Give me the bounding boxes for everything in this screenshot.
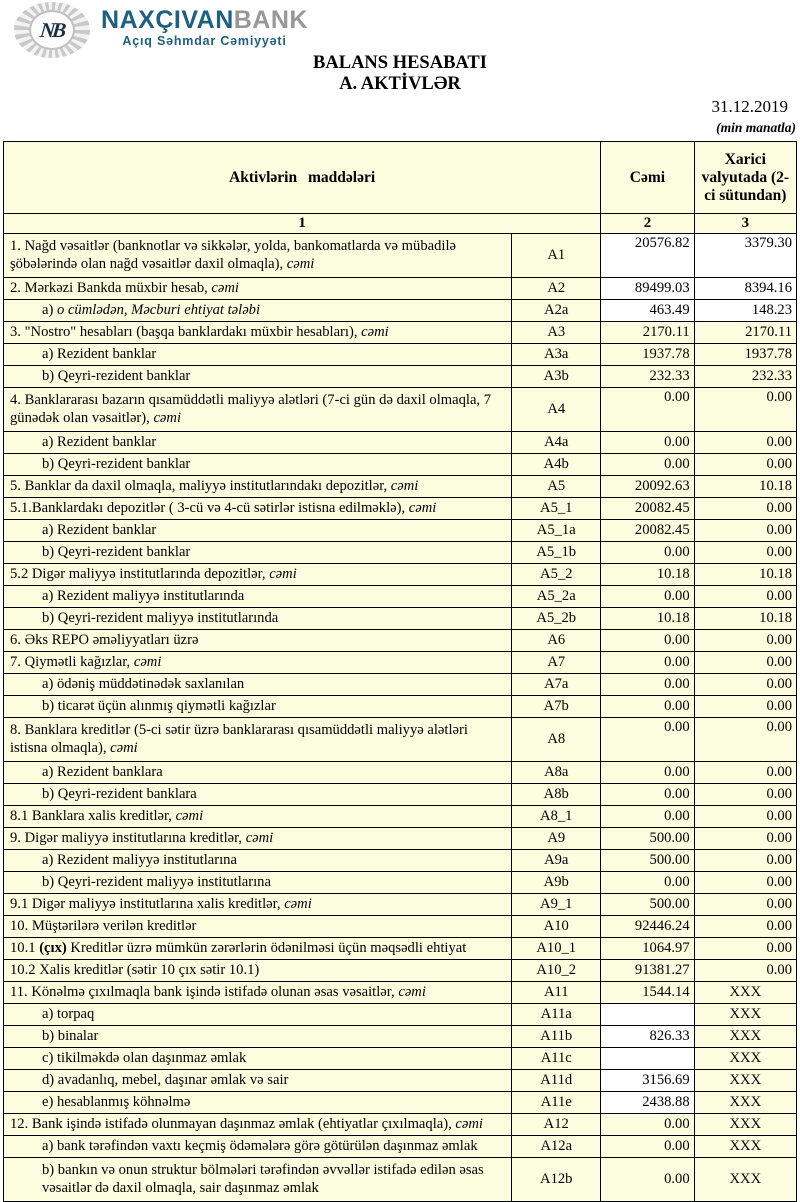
row-label: a) Rezident banklar [4, 344, 512, 366]
table-row [4, 1158, 797, 1202]
row-foreign-value: 0.00 [694, 520, 796, 542]
row-label: 7. Qiymətli kağızlar, cəmi [4, 652, 512, 674]
row-foreign-value: XXX [694, 1004, 796, 1026]
table-row [4, 982, 797, 1004]
row-code: A5_2 [512, 564, 601, 586]
row-foreign-value: 1937.78 [694, 344, 796, 366]
row-code: A5_1a [512, 520, 601, 542]
bank-logo [14, 2, 92, 60]
row-foreign-value: 0.00 [694, 872, 796, 894]
row-code: A7a [512, 674, 601, 696]
row-total-value: 0.00 [601, 718, 694, 762]
table-row [4, 850, 797, 872]
row-foreign-value: 0.00 [694, 894, 796, 916]
document-title-line1: BALANS HESABATI [313, 53, 487, 73]
bank-name-secondary: BANK [233, 6, 308, 34]
row-label: a) Rezident maliyyə institutlarında [4, 586, 512, 608]
row-total-value: 89499.03 [601, 278, 694, 300]
row-total-value: 500.00 [601, 894, 694, 916]
row-total-value: 0.00 [601, 652, 694, 674]
table-row [4, 784, 797, 806]
row-total-value: 0.00 [601, 586, 694, 608]
row-code: A12b [512, 1158, 601, 1202]
row-foreign-value: 0.00 [694, 652, 796, 674]
row-total-value: 826.33 [601, 1026, 694, 1048]
row-code: A11c [512, 1048, 601, 1070]
row-foreign-value: XXX [694, 1092, 796, 1114]
table-row [4, 1004, 797, 1026]
table-row [4, 432, 797, 454]
table-row [4, 388, 797, 432]
row-code: A8a [512, 762, 601, 784]
row-total-value: 0.00 [601, 1114, 694, 1136]
row-code: A11d [512, 1070, 601, 1092]
table-row [4, 696, 797, 718]
row-total-value: 2170.11 [601, 322, 694, 344]
row-foreign-value: 0.00 [694, 542, 796, 564]
row-code: A5_2b [512, 608, 601, 630]
row-foreign-value: 0.00 [694, 762, 796, 784]
table-row [4, 542, 797, 564]
table-row [4, 300, 797, 322]
row-label: b) Qeyri-rezident maliyyə institutlarına [4, 872, 512, 894]
row-label: a) Rezident banklar [4, 432, 512, 454]
row-foreign-value: 2170.11 [694, 322, 796, 344]
row-foreign-value: XXX [694, 1114, 796, 1136]
table-row [4, 498, 797, 520]
table-row [4, 1070, 797, 1092]
logo-monogram: NB [39, 17, 65, 42]
row-code: A4 [512, 388, 601, 432]
row-foreign-value: 0.00 [694, 674, 796, 696]
row-label: 4. Banklararası bazarın qısamüddətli maliyyə alətləri (7-ci gün də daxil olmaqla, 7 günədək olan vəsaitlər), cəmi [4, 388, 512, 432]
row-total-value: 0.00 [601, 806, 694, 828]
row-label: e) hesablanmış köhnəlmə [4, 1092, 512, 1114]
table-row [4, 674, 797, 696]
row-code: A2a [512, 300, 601, 322]
table-row [4, 564, 797, 586]
row-code: A8b [512, 784, 601, 806]
row-label: b) Qeyri-rezident banklar [4, 366, 512, 388]
row-foreign-value: 0.00 [694, 916, 796, 938]
row-code: A10_2 [512, 960, 601, 982]
row-total-value: 1064.97 [601, 938, 694, 960]
row-total-value: 1937.78 [601, 344, 694, 366]
table-row [4, 872, 797, 894]
header-foreign: Xarici valyutada (2-ci sütundan) [694, 142, 796, 214]
table-row [4, 366, 797, 388]
row-code: A4b [512, 454, 601, 476]
row-label: a) bank tərəfindən vaxtı keçmiş ödəmələrə görə götürülən daşınmaz əmlak [4, 1136, 512, 1158]
row-code: A9b [512, 872, 601, 894]
row-label: a) Rezident banklara [4, 762, 512, 784]
row-total-value: 20092.63 [601, 476, 694, 498]
logo-inner-circle [29, 10, 75, 50]
table-row [4, 1048, 797, 1070]
row-code: A4a [512, 432, 601, 454]
row-label: a) torpaq [4, 1004, 512, 1026]
row-foreign-value: 0.00 [694, 586, 796, 608]
row-total-value: 1544.14 [601, 982, 694, 1004]
row-total-value: 0.00 [601, 542, 694, 564]
row-label: a) Rezident banklar [4, 520, 512, 542]
row-total-value [601, 1004, 694, 1026]
table-row [4, 806, 797, 828]
row-total-value: 3156.69 [601, 1070, 694, 1092]
row-code: A7 [512, 652, 601, 674]
row-label: 5.1.Banklardakı depozitlər ( 3-cü və 4-cü sətirlər istisna edilməklə), cəmi [4, 498, 512, 520]
row-foreign-value: 0.00 [694, 718, 796, 762]
column-index-row [4, 214, 797, 234]
row-code: A9 [512, 828, 601, 850]
row-label: 5.2 Digər maliyyə institutlarında depozitlər, cəmi [4, 564, 512, 586]
row-total-value: 500.00 [601, 850, 694, 872]
row-total-value: 0.00 [601, 872, 694, 894]
table-row [4, 234, 797, 278]
unit-note: (min manatla) [716, 120, 796, 135]
index-items: 1 [4, 214, 601, 234]
row-code: A5 [512, 476, 601, 498]
table-row [4, 762, 797, 784]
row-code: A10_1 [512, 938, 601, 960]
row-total-value: 91381.27 [601, 960, 694, 982]
row-total-value: 0.00 [601, 1136, 694, 1158]
row-foreign-value: 0.00 [694, 388, 796, 432]
report-date: 31.12.2019 [711, 97, 788, 116]
row-total-value: 0.00 [601, 388, 694, 432]
row-label: 5. Banklar da daxil olmaqla, maliyyə institutlarındakı depozitlər, cəmi [4, 476, 512, 498]
row-label: a) ödəniş müddətinədək saxlanılan [4, 674, 512, 696]
row-label: 1. Nağd vəsaitlər (banknotlar və sikkələr, yolda, bankomatlarda və mübadilə şöbələrində olan nağd vəsaitlər daxil olmaqla), cəmi [4, 234, 512, 278]
row-foreign-value: 0.00 [694, 938, 796, 960]
row-total-value: 0.00 [601, 784, 694, 806]
row-label: b) Qeyri-rezident banklar [4, 454, 512, 476]
row-label: 8. Banklara kreditlər (5-ci sətir üzrə banklararası qısamüddətli maliyyə alətləri istisna olmaqla), cəmi [4, 718, 512, 762]
bank-name-primary: NAXÇIVAN [101, 6, 234, 34]
row-label: 8.1 Banklara xalis kreditlər, cəmi [4, 806, 512, 828]
row-label: 2. Mərkəzi Bankda müxbir hesab, cəmi [4, 278, 512, 300]
row-code: A1 [512, 234, 601, 278]
row-foreign-value: 0.00 [694, 784, 796, 806]
row-code: A9_1 [512, 894, 601, 916]
row-label: b) binalar [4, 1026, 512, 1048]
row-code: A2 [512, 278, 601, 300]
row-total-value: 0.00 [601, 630, 694, 652]
row-code: A11 [512, 982, 601, 1004]
row-label: 9.1 Digər maliyyə institutlarına xalis kreditlər, cəmi [4, 894, 512, 916]
table-row [4, 322, 797, 344]
table-row [4, 1114, 797, 1136]
row-code: A3a [512, 344, 601, 366]
row-foreign-value: 10.18 [694, 608, 796, 630]
table-row [4, 630, 797, 652]
table-row [4, 278, 797, 300]
document-title-line2: A. AKTİVLƏR [339, 74, 461, 94]
row-label: d) avadanlıq, mebel, daşınar əmlak və sair [4, 1070, 512, 1092]
row-foreign-value: 0.00 [694, 806, 796, 828]
table-row [4, 652, 797, 674]
row-foreign-value: 0.00 [694, 850, 796, 872]
row-label: b) Qeyri-rezident banklara [4, 784, 512, 806]
row-total-value: 232.33 [601, 366, 694, 388]
row-label: 3. "Nostro" hesabları (başqa banklardakı müxbir hesabları), cəmi [4, 322, 512, 344]
row-total-value: 500.00 [601, 828, 694, 850]
row-code: A12 [512, 1114, 601, 1136]
row-foreign-value: 8394.16 [694, 278, 796, 300]
table-row [4, 344, 797, 366]
table-row [4, 454, 797, 476]
bank-wordmark [97, 8, 312, 48]
row-code: A6 [512, 630, 601, 652]
row-total-value [601, 1048, 694, 1070]
row-foreign-value: 3379.30 [694, 234, 796, 278]
table-row [4, 1092, 797, 1114]
row-foreign-value: 0.00 [694, 432, 796, 454]
row-foreign-value: XXX [694, 1136, 796, 1158]
row-code: A5_1 [512, 498, 601, 520]
index-foreign: 3 [694, 214, 796, 234]
row-total-value: 92446.24 [601, 916, 694, 938]
row-total-value: 20576.82 [601, 234, 694, 278]
row-code: A11e [512, 1092, 601, 1114]
table-row [4, 1026, 797, 1048]
header-total: Cəmi [601, 142, 694, 214]
row-code: A9a [512, 850, 601, 872]
row-foreign-value: 0.00 [694, 828, 796, 850]
table-row [4, 608, 797, 630]
row-label: 9. Digər maliyyə institutlarına kreditlər, cəmi [4, 828, 512, 850]
row-total-value: 0.00 [601, 1158, 694, 1202]
row-label: 12. Bank işində istifadə olunmayan daşınmaz əmlak (ehtiyatlar çıxılmaqla), cəmi [4, 1114, 512, 1136]
row-label: a) Rezident maliyyə institutlarına [4, 850, 512, 872]
index-total: 2 [601, 214, 694, 234]
row-foreign-value: 0.00 [694, 960, 796, 982]
row-total-value: 10.18 [601, 608, 694, 630]
row-code: A7b [512, 696, 601, 718]
row-foreign-value: XXX [694, 1158, 796, 1202]
row-total-value: 20082.45 [601, 498, 694, 520]
header-items: Aktivlərin maddələri [4, 142, 601, 214]
table-row [4, 520, 797, 542]
row-foreign-value: 10.18 [694, 564, 796, 586]
row-label: 11. Könəlmə çıxılmaqla bank işində istifadə olunan əsas vəsaitlər, cəmi [4, 982, 512, 1004]
table-row [4, 1136, 797, 1158]
row-total-value: 0.00 [601, 454, 694, 476]
assets-table [3, 141, 797, 1202]
row-label: b) Qeyri-rezident maliyyə institutlarında [4, 608, 512, 630]
table-row [4, 718, 797, 762]
row-total-value: 0.00 [601, 762, 694, 784]
row-foreign-value: 10.18 [694, 476, 796, 498]
row-label: 10. Müştərilərə verilən kreditlər [4, 916, 512, 938]
row-total-value: 0.00 [601, 696, 694, 718]
row-label: c) tikilməkdə olan daşınmaz əmlak [4, 1048, 512, 1070]
row-foreign-value: 0.00 [694, 454, 796, 476]
row-foreign-value: 0.00 [694, 630, 796, 652]
row-code: A11b [512, 1026, 601, 1048]
document-title [0, 53, 800, 95]
row-code: A3 [512, 322, 601, 344]
row-label: 10.1 (çıx) Kreditlər üzrə mümkün zərərlərin ödənilməsi üçün məqsədli ehtiyat [4, 938, 512, 960]
table-row [4, 586, 797, 608]
table-row [4, 960, 797, 982]
row-label: 6. Əks REPO əməliyyatları üzrə [4, 630, 512, 652]
row-label: 10.2 Xalis kreditlər (sətir 10 çıx sətir 10.1) [4, 960, 512, 982]
row-code: A10 [512, 916, 601, 938]
row-code: A8 [512, 718, 601, 762]
row-label: b) ticarət üçün alınmış qiymətli kağızlar [4, 696, 512, 718]
row-foreign-value: XXX [694, 982, 796, 1004]
table-row [4, 828, 797, 850]
row-foreign-value: 148.23 [694, 300, 796, 322]
row-foreign-value: XXX [694, 1048, 796, 1070]
row-foreign-value: 0.00 [694, 498, 796, 520]
row-label: b) bankın və onun struktur bölmələri tərəfindən əvvəllər istifadə edilən əsas vəsaitlər də daxil olmaqla, sair daşınmaz əmlak [4, 1158, 512, 1202]
row-foreign-value: XXX [694, 1070, 796, 1092]
row-code: A11a [512, 1004, 601, 1026]
row-total-value: 463.49 [601, 300, 694, 322]
row-code: A3b [512, 366, 601, 388]
row-total-value: 2438.88 [601, 1092, 694, 1114]
row-foreign-value: XXX [694, 1026, 796, 1048]
row-code: A5_2a [512, 586, 601, 608]
row-total-value: 10.18 [601, 564, 694, 586]
row-label: b) Qeyri-rezident banklar [4, 542, 512, 564]
row-code: A5_1b [512, 542, 601, 564]
row-code: A8_1 [512, 806, 601, 828]
row-total-value: 0.00 [601, 674, 694, 696]
bank-subtitle: Açıq Səhmdar Cəmiyyəti [122, 34, 287, 48]
row-total-value: 20082.45 [601, 520, 694, 542]
row-foreign-value: 232.33 [694, 366, 796, 388]
row-foreign-value: 0.00 [694, 696, 796, 718]
table-row [4, 476, 797, 498]
row-label: a) o cümlədən, Məcburi ehtiyat tələbi [4, 300, 512, 322]
table-row [4, 916, 797, 938]
row-code: A12a [512, 1136, 601, 1158]
table-row [4, 938, 797, 960]
table-row [4, 894, 797, 916]
table-header-row [4, 142, 797, 214]
row-total-value: 0.00 [601, 432, 694, 454]
bank-name [97, 8, 312, 33]
